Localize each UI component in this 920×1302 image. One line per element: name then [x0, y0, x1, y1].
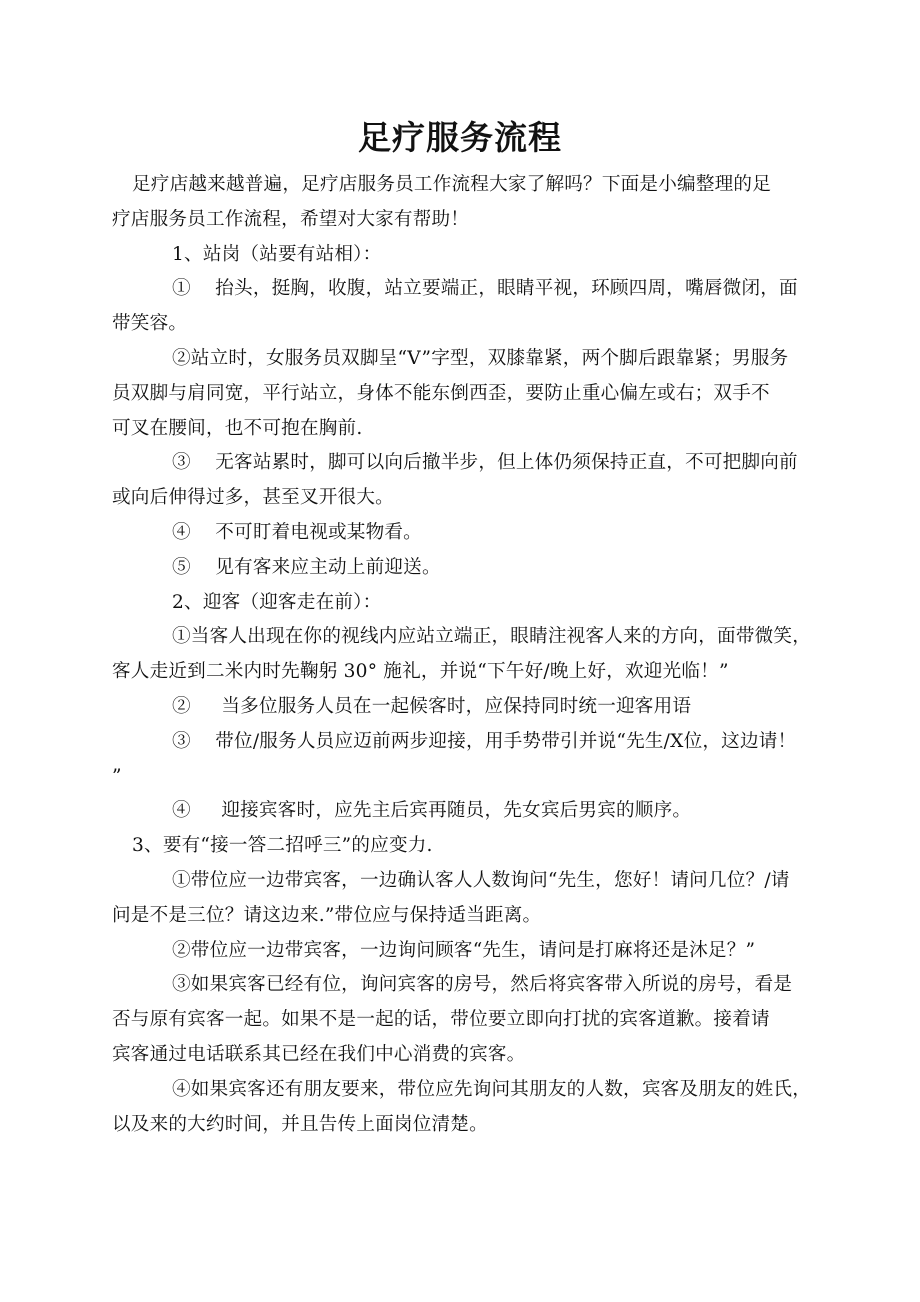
text-line: 3、要有“接一答二招呼三”的应变力.	[132, 835, 433, 857]
text-line: 员双脚与肩同宽，平行站立，身体不能东倒西歪，要防止重心偏左或右；双手不	[112, 382, 770, 404]
text-line: ④如果宾客还有朋友要来，带位应先询问其朋友的人数，宾客及朋友的姓氏，	[172, 1078, 811, 1100]
text-line: 客人走近到二米内时先鞠躬 30° 施礼，并说“下午好/晚上好，欢迎光临！”	[112, 661, 729, 683]
text-line: ”	[112, 765, 122, 787]
text-line: 问是不是三位？请这边来.”带位应与保持适当距离。	[112, 904, 542, 926]
text-line: ① 抬头，挺胸，收腹，站立要端正，眼睛平视，环顾四周，嘴唇微闭，面	[172, 278, 798, 300]
document-body	[112, 168, 811, 1142]
text-line: 否与原有宾客一起。如果不是一起的话，带位要立即向打扰的宾客道歉。接着请	[112, 1009, 770, 1031]
text-line: 疗店服务员工作流程，希望对大家有帮助！	[112, 208, 470, 230]
text-line: ④ 迎接宾客时，应先主后宾再随员，先女宾后男宾的顺序。	[172, 800, 692, 822]
text-line: 2、迎客（迎客走在前）：	[172, 591, 382, 613]
text-line: ①当客人出现在你的视线内应站立端正，眼睛注视客人来的方向，面带微笑，	[172, 626, 811, 648]
text-line: 可叉在腰间，也不可抱在胸前.	[112, 417, 363, 439]
text-line: ①带位应一边带宾客，一边确认客人人数询问“先生，您好！请问几位？/请	[172, 869, 790, 891]
text-line: 宾客通过电话联系其已经在我们中心消费的宾客。	[112, 1043, 526, 1065]
text-line: ④ 不可盯着电视或某物看。	[172, 521, 422, 543]
text-line: ③ 无客站累时，脚可以向后撤半步，但上体仍须保持正直，不可把脚向前	[172, 452, 798, 474]
text-line: 以及来的大约时间，并且告传上面岗位清楚。	[112, 1113, 488, 1135]
text-line: ②带位应一边带宾客，一边询问顾客“先生，请问是打麻将还是沐足？”	[172, 939, 756, 961]
text-line: 足疗店越来越普遍，足疗店服务员工作流程大家了解吗？下面是小编整理的足	[132, 174, 771, 195]
document-title: 足疗服务流程	[358, 118, 562, 157]
text-line: 或向后伸得过多，甚至叉开很大。	[112, 487, 394, 509]
text-line: 带笑容。	[112, 313, 188, 335]
text-line: ② 当多位服务人员在一起候客时，应保持同时统一迎客用语	[172, 695, 692, 717]
text-line: ③ 带位/服务人员应迈前两步迎接，用手势带引并说“先生/X位，这边请！	[172, 730, 797, 752]
text-line: ⑤ 见有客来应主动上前迎送。	[172, 556, 441, 578]
text-line: 1、站岗（站要有站相）：	[172, 243, 382, 265]
text-line: ③如果宾客已经有位，询问宾客的房号，然后将宾客带入所说的房号，看是	[172, 974, 793, 996]
text-line: ②站立时，女服务员双脚呈“V”字型，双膝靠紧，两个脚后跟靠紧；男服务	[172, 347, 789, 369]
